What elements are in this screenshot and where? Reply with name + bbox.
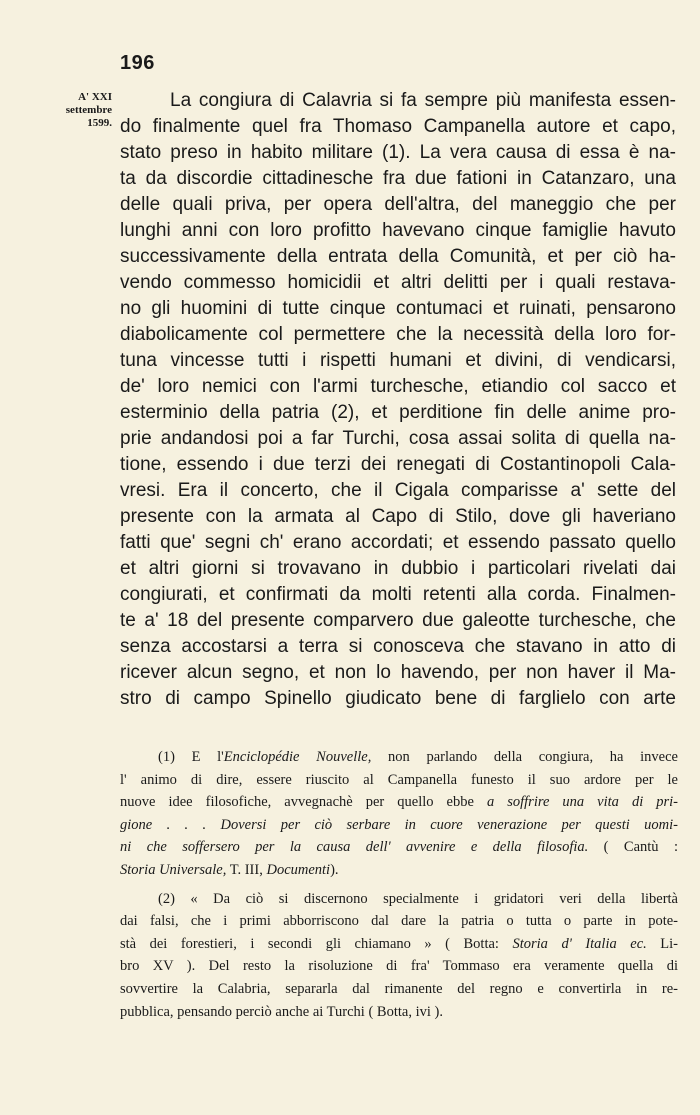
footnote-line <box>120 888 678 911</box>
footnote-line <box>120 978 678 1001</box>
text-line: fatti que' segni ch' erano accordati; et essendo passato quello <box>120 532 676 553</box>
footnote-line <box>120 933 678 956</box>
footnote-text: bro XV ). Del resto la risoluzione di fra' Tommaso era veramente quella di <box>120 958 678 975</box>
footnote-line <box>120 836 678 859</box>
margin-note-line: 1599. <box>87 117 112 129</box>
footnote-line <box>120 955 678 978</box>
footnote-text: (1) E l' <box>158 749 224 765</box>
text-line: delle quali priva, per opera dell'altra, del maneggio che per <box>120 194 676 215</box>
footnotes <box>120 746 678 1023</box>
footnote-1 <box>120 746 678 882</box>
footnote-text: (2) « Da ciò si discernono specialmente i gridatori veri della libertà <box>158 890 678 907</box>
text-line: ta da discordie cittadinesche fra due fationi in Catanzaro, una <box>120 168 676 189</box>
footnote-line <box>120 910 678 933</box>
text-line: de' loro nemici con l'armi turchesche, etiandio col sacco et <box>120 376 676 397</box>
text-line: presente con la armata al Capo di Stilo, dove gli haveriano <box>120 506 676 527</box>
footnote-italic-text: ni che soffersero per la causa dell' avvenire e della filosofia. <box>120 839 589 856</box>
footnote-text: sovvertire la Calabria, separarla dal rimanente del regno e convertirla in re- <box>120 980 678 997</box>
text-line: congiurati, et confirmati da molti retenti alla corda. Finalmen- <box>120 584 676 605</box>
footnote-text: stà dei forestieri, i secondi gli chiamano » ( Botta: <box>120 935 513 952</box>
text-line: no gli huomini di tutte cinque contumaci et ruinati, pensarono <box>120 298 676 319</box>
text-line: stro di campo Spinello giudicato bene di farglielo con arte <box>120 688 676 709</box>
text-line: senza accostarsi a terra si conosceva che stavano in atto di <box>120 636 676 657</box>
margin-date-note <box>30 91 112 130</box>
footnote-italic-text: Enciclopédie Nouvelle, <box>223 749 372 765</box>
footnote-text: non parlando della congiura, ha invece <box>371 749 678 765</box>
text-line: diabolicamente col permettere che la necessità della loro for- <box>120 324 676 345</box>
footnote-line <box>120 814 678 837</box>
text-line: tuna vincesse tutti i rispetti humani et divini, di vendicarsi, <box>120 350 676 371</box>
footnote-text: nuove idee filosofiche, avvegnachè per quello ebbe <box>120 794 487 811</box>
text-line: te a' 18 del presente comparvero due galeotte turchesche, che <box>120 610 676 631</box>
footnote-italic-text: a soffrire una vita di pri- <box>486 794 679 811</box>
text-line: lunghi anni con loro profitto havevano cinque famiglie havuto <box>120 220 676 241</box>
text-line: do finalmente quel fra Thomaso Campanella autore et capo, <box>120 116 676 137</box>
margin-note-line: A' XXI <box>78 91 112 103</box>
footnote-line <box>120 769 678 792</box>
text-line: esterminio della patria (2), et perditione fin delle anime pro- <box>120 402 676 423</box>
text-line: stato preso in habito militare (1). La vera causa di essa è na- <box>120 142 676 163</box>
footnote-text: Li- <box>646 935 678 952</box>
footnote-italic-text: Documenti <box>266 861 331 878</box>
text-line: ricever alcun segno, et non lo havendo, per non haver il Ma- <box>120 662 676 683</box>
footnote-line <box>120 859 678 882</box>
footnote-line <box>120 791 678 814</box>
main-text-body <box>120 88 676 712</box>
text-line: vendo commesso homicidii et altri delitti per i quali restava- <box>120 272 676 293</box>
footnote-line <box>120 1001 678 1024</box>
footnote-text: dai falsi, che i primi abborriscono dal dare la patria o tutta o parte in pote- <box>120 913 678 930</box>
footnote-italic-text: Storia Universale, <box>120 861 227 878</box>
footnote-text: T. III, <box>226 861 267 878</box>
text-line: successivamente della entrata della Comunità, et per ciò ha- <box>120 246 676 267</box>
footnote-line <box>120 746 678 769</box>
footnote-text: ). <box>330 861 339 878</box>
margin-note-line: settembre <box>65 104 112 116</box>
footnote-text: ( Cantù : <box>588 839 679 856</box>
footnote-italic-text: gione . . . Doversi per ciò serbare in cuore venerazione per questi uomi- <box>120 816 678 833</box>
text-line: prie andandosi poi a far Turchi, cosa assai solita di quella na- <box>120 428 676 449</box>
footnote-2 <box>120 888 678 1024</box>
text-line: La congiura di Calavria si fa sempre più manifesta essen- <box>170 90 676 111</box>
text-line: tione, essendo i due terzi dei renegati di Costantinopoli Cala- <box>120 454 676 475</box>
text-line: et altri giorni si trovavano in dubbio i particolari rivelati dai <box>120 558 676 579</box>
footnote-text: l' animo di dire, essere riuscito al Campanella funesto il suo ardore per le <box>120 771 678 788</box>
footnote-text: pubblica, pensando perciò anche ai Turchi ( Botta, ivi ). <box>120 1003 443 1020</box>
text-line: vresi. Era il concerto, che il Cigala comparisse a' sette del <box>120 480 676 501</box>
page-number: 196 <box>120 52 155 74</box>
footnote-italic-text: Storia d' Italia ec. <box>512 935 647 952</box>
